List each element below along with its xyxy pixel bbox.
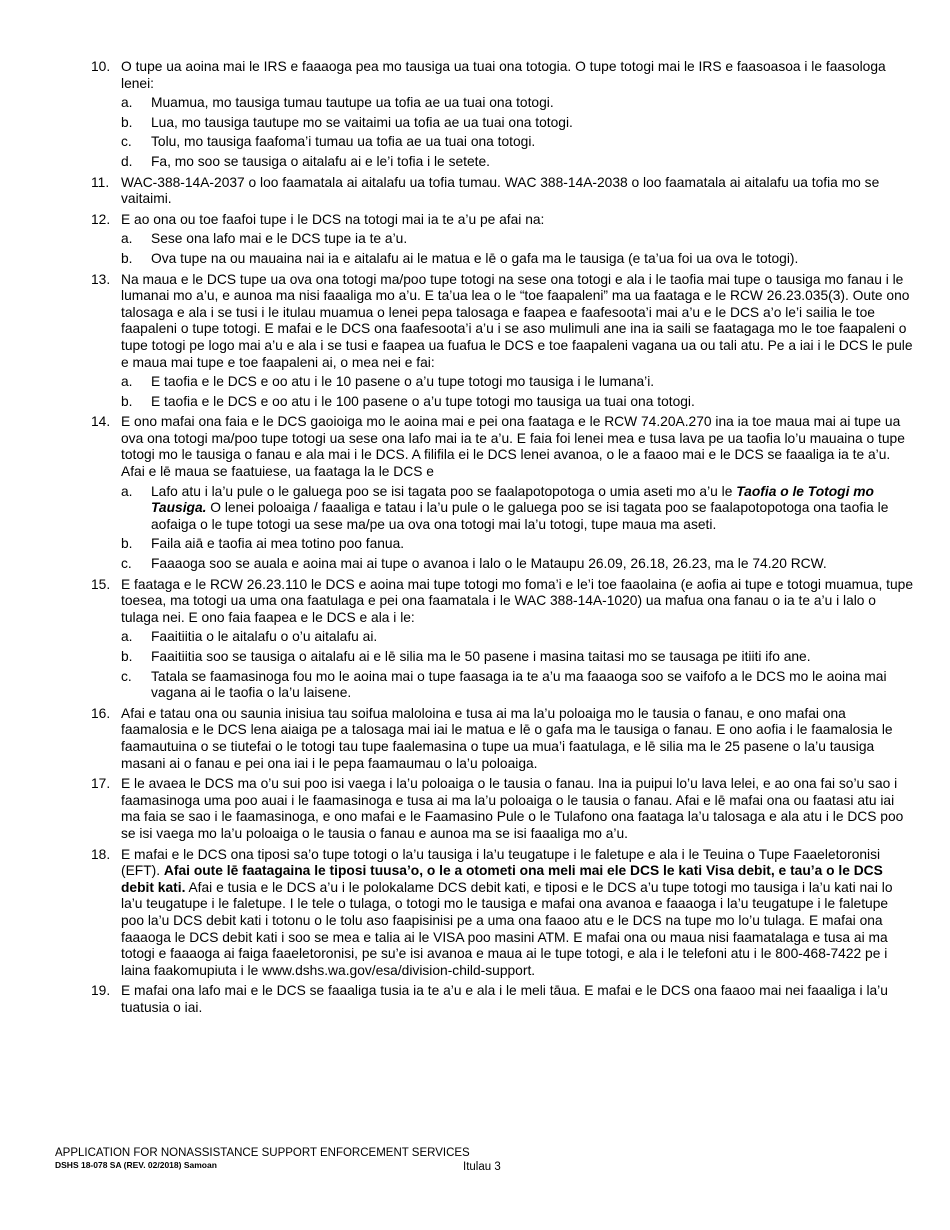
page-number: Itulau 3 bbox=[463, 1161, 501, 1173]
sub-item-letter: b. bbox=[121, 114, 133, 130]
numbered-item bbox=[91, 983, 914, 1016]
item-number: 17. bbox=[91, 776, 111, 792]
sub-item-emphasis: Taofia o le Totogi mo Tausiga. bbox=[151, 483, 874, 516]
numbered-item bbox=[91, 706, 914, 772]
sub-item-letter: b. bbox=[121, 250, 133, 266]
sub-item-letter: d. bbox=[121, 153, 133, 169]
item-number: 19. bbox=[91, 983, 111, 999]
sub-item bbox=[121, 134, 914, 151]
sub-item-text: Faaaoga soo se auala e aoina mai ai tupe o avanoa i lalo o le Mataupu 26.09, 26.18, 26.23, ma le 74.20 RCW. bbox=[151, 556, 827, 572]
item-number: 11. bbox=[91, 174, 110, 190]
item-text: O tupe ua aoina mai le IRS e faaaoga pea mo tausiga ua tuai ona totogia. O tupe totogi mai le IRS e faasoasoa i le faasologa lenei: bbox=[121, 59, 886, 91]
sub-item-text: Faaitiitia soo se tausiga o aitalafu ai e lē silia ma le 50 pasene i masina taitasi mo se tausaga pe itiiti ifo ane. bbox=[151, 649, 811, 664]
item-text: WAC-388-14A-2037 o loo faamatala ai aitalafu ua tofia tumau. WAC 388-14A-2038 o loo faamatala ai aitalafu ua tofia mo se vaitaimi. bbox=[121, 174, 880, 207]
sub-item bbox=[121, 115, 914, 132]
item-text: Afai e tatau ona ou saunia inisiua tau soifua maloloina e tusa ai ma la’u poloaiga mo le tausia o fanau, e ono mafai ona faamalosia e le DCS lena aiaiga pe a talosaga mai iai le matua e lē o gafa ma le tausiga o fanau. E ono aofia i le faamalosia le faamautuina o se tiutefai o le totogi tau tupe faalemasina o tupe ua mua’i faatulaga, e lē silia ma le 25 pasene o la’u tausiga masani ai o fanau e pei ona iai i le pepa faamaumau o la’u poloaiga. bbox=[121, 705, 893, 771]
numbered-item bbox=[91, 59, 914, 171]
sub-item-text: E taofia e le DCS e oo atu i le 10 pasene o a’u tupe totogi mo tausiga i le lumana’i. bbox=[151, 374, 655, 390]
sub-item-text: Sese ona lafo mai e le DCS tupe ia te a’u. bbox=[151, 231, 408, 247]
page-footer bbox=[55, 1147, 915, 1173]
numbered-item bbox=[91, 847, 914, 980]
item-text: E ao ona ou toe faafoi tupe i le DCS na totogi mai ia te a’u pe afai na: bbox=[121, 211, 545, 227]
sub-item bbox=[121, 629, 914, 646]
form-number: DSHS 18-078 SA (REV. 02/2018) Samoan bbox=[55, 1160, 217, 1170]
sub-item-text-continued: O lenei poloaiga / faaaliga e tatau i la’u pule o le galuega poo se isi tagata poo se faalapotopotoga ona taofia le aofaiga o le tupe totogi ua sese ma/pe ua ova ona totogi mai la’u totogi, tupe maua ma aseti. bbox=[151, 500, 889, 532]
sub-item-letter: c. bbox=[121, 134, 132, 150]
sub-item bbox=[121, 251, 914, 268]
numbered-item bbox=[91, 776, 914, 842]
sub-item bbox=[121, 394, 914, 411]
sub-item-text: Faaitiitia o le aitalafu o o’u aitalafu ai. bbox=[151, 629, 378, 645]
item-number: 13. bbox=[91, 271, 111, 287]
sub-item-text: Lua, mo tausiga tautupe mo se vaitaimi ua tofia ae ua tuai ona totogi. bbox=[151, 114, 573, 130]
sub-item bbox=[121, 484, 914, 534]
numbered-item bbox=[91, 577, 914, 702]
sub-item-text: Fa, mo soo se tausiga o aitalafu ai e le’i tofia i le setete. bbox=[151, 153, 490, 169]
item-number: 14. bbox=[91, 414, 111, 430]
item-text: E ono mafai ona faia e le DCS gaoioiga mo le aoina mai e pei ona faataga e le RCW 74.20A.270 ina ia toe maua mai ai tupe ua ova ona totogi ma/poo tupe totogi ua sese ona lafo mai ia te a’u. E faia foi lenei mea e tusa lava pe ua taofia lo’u mauaina o tupe totogi mo le tausiga o fanau e ala mai i le DCS. A filifila ei le DCS lenei avanoa, o le a faaoo mai e le DCS se faaaliga ia te a’u. Afai e lē maua se faatuiese, ua faataga la le DCS e bbox=[121, 414, 905, 480]
sub-item-text: Faila aiā e taofia ai mea totino poo fanua. bbox=[151, 536, 405, 552]
sub-item bbox=[121, 374, 914, 391]
sub-item-letter: c. bbox=[121, 668, 132, 684]
item-bold-text: Afai oute lē faatagaina le tiposi tuusa’o, o le a otometi ona meli mai ele DCS le kati Visa debit, e tau’a o le DCS debit kati. bbox=[121, 863, 883, 895]
sub-item bbox=[121, 154, 914, 171]
item-text-start: E mafai e le DCS ona tiposi sa’o tupe totogi o la’u tausiga i la’u teugatupe i le faletupe e ala i le Teuina o Tupe Faaeletoronisi (EFT). bbox=[121, 846, 881, 879]
sub-item bbox=[121, 556, 914, 573]
document-body bbox=[91, 59, 914, 1020]
sub-item-text: Muamua, mo tausiga tumau tautupe ua tofia ae ua tuai ona totogi. bbox=[151, 95, 554, 111]
sub-item-letter: a. bbox=[121, 95, 133, 111]
item-number: 18. bbox=[91, 846, 111, 862]
sub-item bbox=[121, 231, 914, 248]
numbered-item bbox=[91, 175, 914, 208]
item-text: E mafai ona lafo mai e le DCS se faaaliga tusia ia te a’u e ala i le meli tāua. E mafai e le DCS ona faaoo mai nei faaaliga i la’u tuatusia o iai. bbox=[121, 983, 888, 1015]
sub-item bbox=[121, 95, 914, 112]
sub-item-letter: a. bbox=[121, 629, 133, 645]
numbered-item bbox=[91, 272, 914, 411]
sub-item-letter: b. bbox=[121, 393, 133, 409]
sub-item-text: Tolu, mo tausiga faafoma’i tumau ua tofia ae ua tuai ona totogi. bbox=[151, 134, 536, 150]
sub-item-text: Tatala se faamasinoga fou mo le aoina mai o tupe faasaga ia te a’u ma faaaoga soo se vaifofo a le DCS mo le aoina mai vagana ai le taofia o la’u laisene. bbox=[151, 668, 887, 701]
sub-item bbox=[121, 649, 914, 666]
numbered-item bbox=[91, 212, 914, 268]
sub-item-text: Lafo atu i la’u pule o le galuega poo se isi tagata poo se faalapotopotoga o umia aseti mo a’u le bbox=[151, 483, 737, 499]
item-number: 12. bbox=[91, 211, 111, 227]
item-number: 15. bbox=[91, 576, 111, 592]
item-number: 10. bbox=[91, 59, 111, 74]
sub-item-text: Ova tupe na ou mauaina nai ia e aitalafu ai le matua e lē o gafa ma le tausiga (e ta’ua foi ua ova le totogi). bbox=[151, 250, 799, 266]
sub-item-letter: a. bbox=[121, 231, 133, 247]
numbered-item bbox=[91, 414, 914, 572]
sub-item bbox=[121, 669, 914, 702]
item-text: E faataga e le RCW 26.23.110 le DCS e aoina mai tupe totogi mo foma’i e le’i toe faaolaina (e aofia ai tupe e totogi muamua, tupe toesea, ma totogi ua uma ona faatulaga e pei ona faamatala i le WAC 388-14A-1020) ua mafua ona fanau o ia te a’u i lalo o tulaga nei. E ono faia faapea e le DCS e ala i le: bbox=[121, 576, 914, 625]
sub-item-letter: a. bbox=[121, 483, 133, 499]
item-text: E le avaea le DCS ma o’u sui poo isi vaega i la’u poloaiga o le tausia o fanau. Ina ia puipui lo’u lava lelei, e ao ona fai so’u sao i faamasinoga uma poo auai i le faamasinoga e tusa ai ma la’u poloaiga o le tausia o fanau. Afai e lē mafai ona ou faatasi atu iai ma faia se sao i le faamasinoga, e ono mafai e le Faamasino Pule o le Tulafono ona faataga la’u talosaga e ala atu i le DCS poo se isi vaega mo la’u poloaiga o le tausia o fanau e aunoa ma se isi faaaliga mo a’u. bbox=[121, 776, 904, 841]
form-title: APPLICATION FOR NONASSISTANCE SUPPORT ENFORCEMENT SERVICES bbox=[55, 1147, 470, 1159]
sub-item-letter: b. bbox=[121, 536, 133, 552]
sub-item-text: E taofia e le DCS e oo atu i le 100 pasene o a’u tupe totogi mo tausiga ua tuai ona totogi. bbox=[151, 393, 695, 409]
sub-item-letter: a. bbox=[121, 374, 133, 390]
item-text-end: Afai e tusia e le DCS a’u i le polokalame DCS debit kati, e tiposi e le DCS a’u tupe totogi mo tausiga i la’u kati nai lo la’u teugatupe i le faletupe. I le tele o tulaga, o totogi mo le tausiga e mafai ona avanoa e faaaoga i la’u teugatupe i le faletupe poo la’u DCS debit kati i totonu o le tolu aso faapisinisi pe a uma ona faaoo atu e le DCS na tupe mo lo’u tulaga. E mafai ona faaaoga le DCS debit kati i soo se mea e talia ai le VISA poo masini ATM. E mafai ona ou maua nisi faamatalaga e tusa ai ma totogi e faaaoga ai faiga faaeletoronisi, pe su’e isi avanoa e maua ai le tupe totogi, e ala i le telefoni atu i le 800-468-7422 pe i laina faakomupiuta i le www.dshs.wa.gov/esa/division-child-support. bbox=[121, 879, 893, 978]
sub-item-letter: b. bbox=[121, 649, 133, 664]
item-text: Na maua e le DCS tupe ua ova ona totogi ma/poo tupe totogi na sese ona totogi e ala i le taofia mai tupe o tausiga mo fanau i le lumanai mo a’u, e aunoa ma nisi faaaliga mo a’u. E ta’ua lea o le “toe faapaleni” ma ua faataga e le RCW 26.23.035(3). Oute ono talosaga e ala i se tusi i le itulau muamua o lenei pepa talosaga e faapea e faafesoota’i mai a’u e le DCS a’o le’i sailia le toe faapaleni o tupe totogi. E mafai e le DCS ona faafesoota’i a’u i se aso mulimuli ane ina ia saili se faatagaga mo le toe faapaleni o tupe totogi pe logo mai a’u e ala i se tusi e faapea ua fuafua le DCS e toe faapaleni vagana ua ou tali atu. Pe a iai i le DCS le pule e maua mai tupe e toe faapaleni ai, o mea nei e fai: bbox=[121, 271, 913, 370]
item-number: 16. bbox=[91, 705, 111, 721]
item-text bbox=[121, 847, 914, 980]
sub-item-letter: c. bbox=[121, 556, 132, 572]
sub-item bbox=[121, 536, 914, 553]
